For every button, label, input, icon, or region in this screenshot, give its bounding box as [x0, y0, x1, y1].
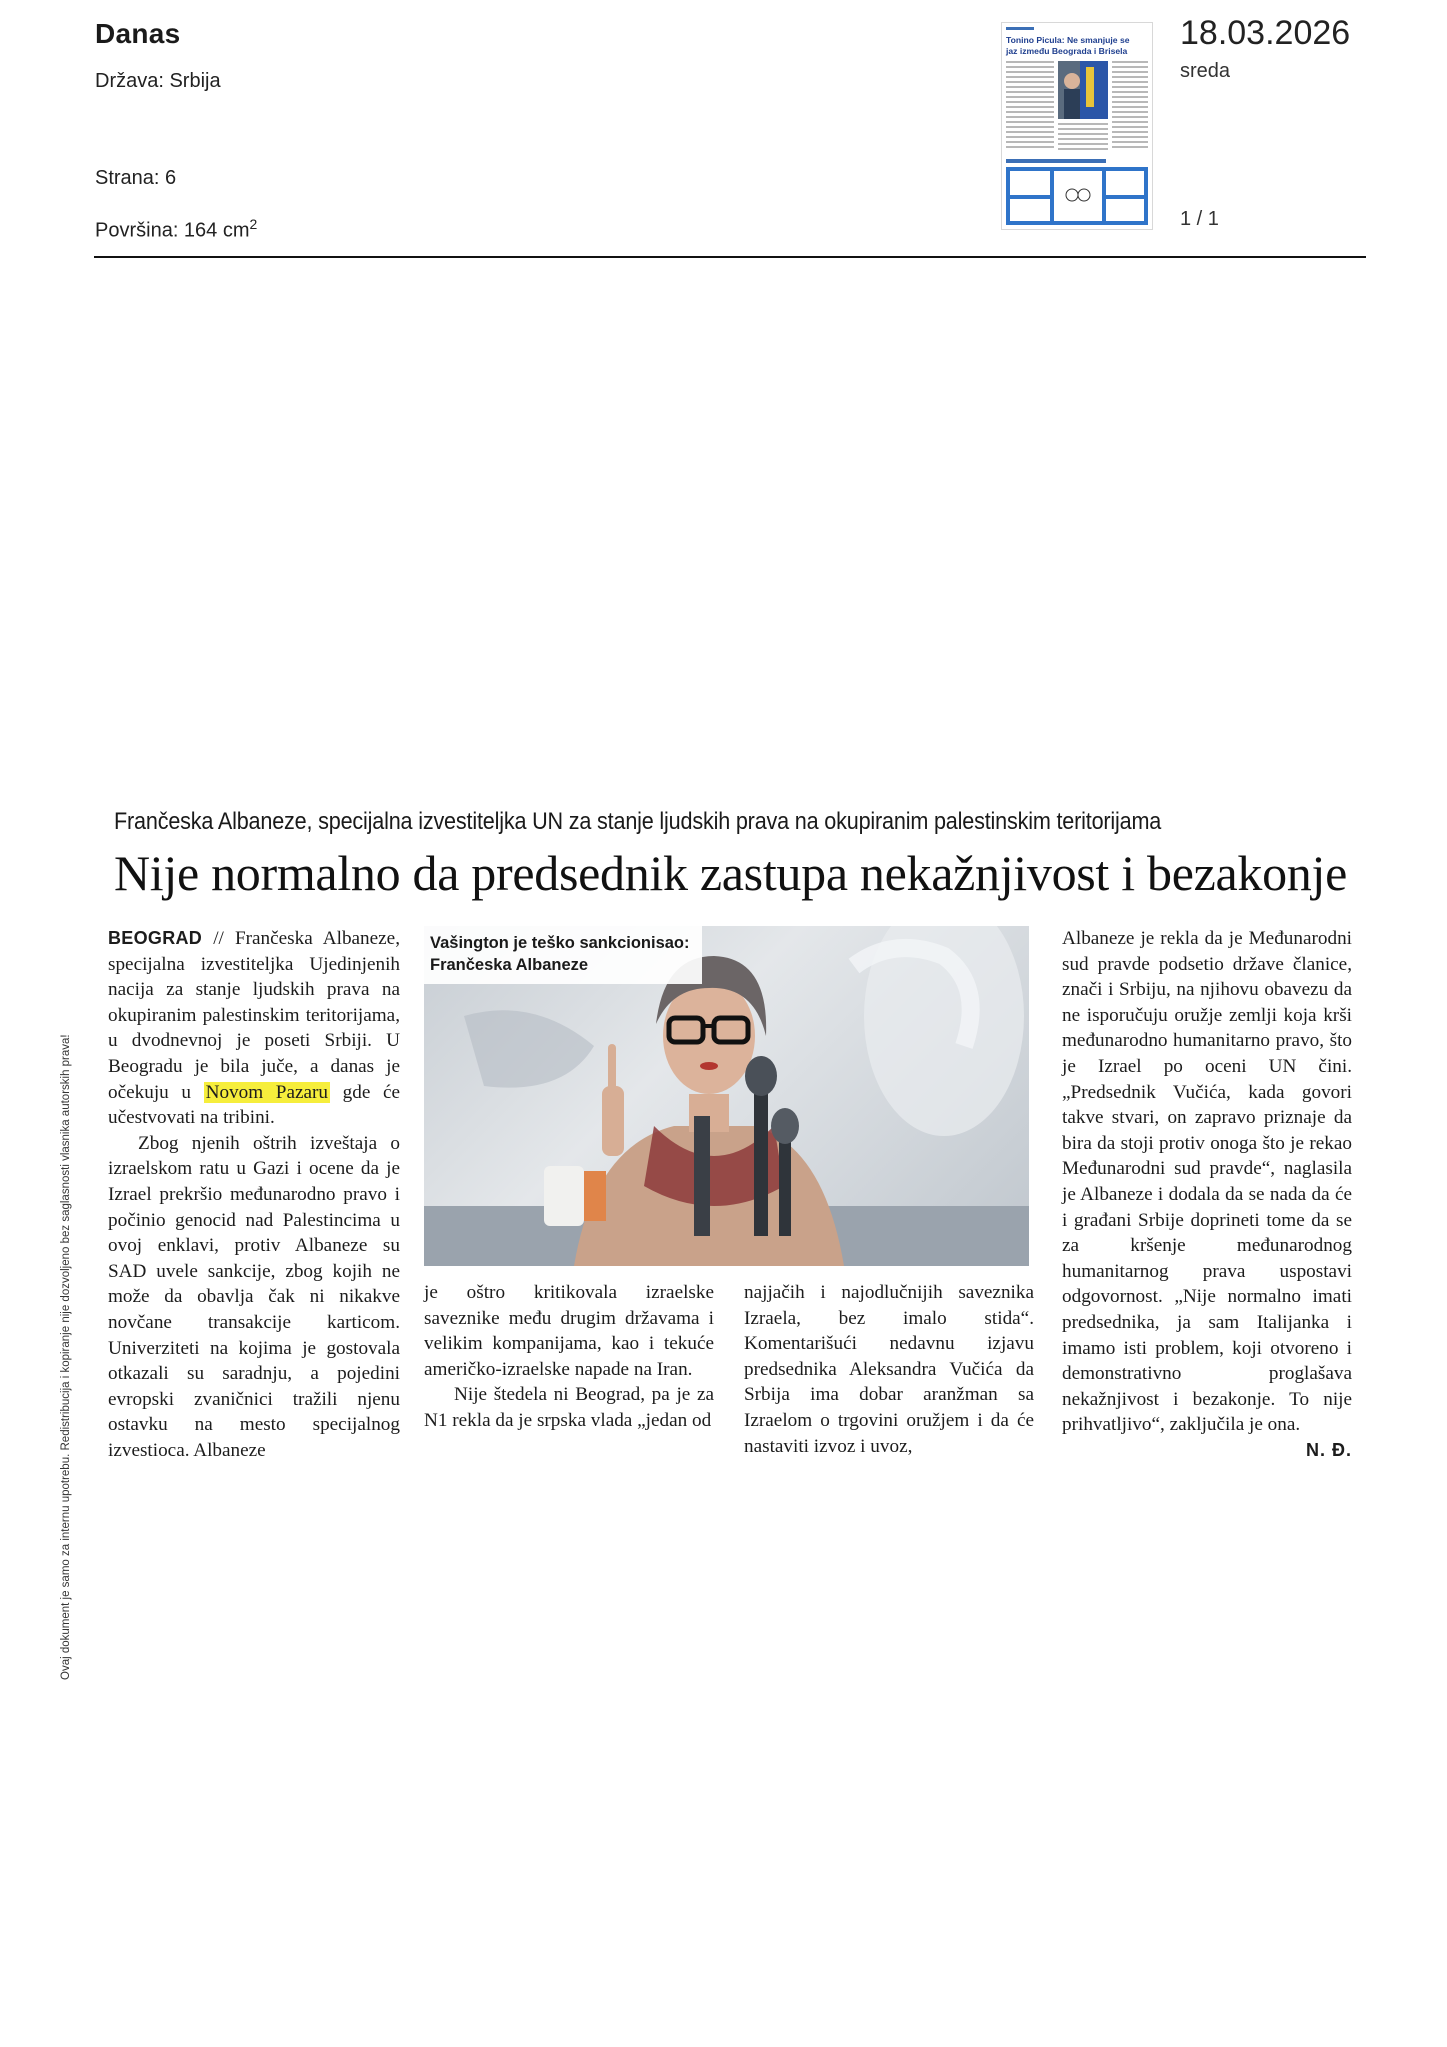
- page-thumbnail[interactable]: [1001, 22, 1153, 230]
- thumbnail-headline-1: Tonino Picula: Ne smanjuje se: [1006, 35, 1130, 45]
- article-paragraph: Nije štedela ni Beograd, pa je za N1 rekla da je srpska vlada „jedan od: [424, 1384, 714, 1431]
- dateline: BEOGRAD: [108, 928, 203, 948]
- article-column-4: [1062, 926, 1352, 1463]
- page-counter: 1 / 1: [1180, 208, 1219, 230]
- article-kicker: Frančeska Albaneze, specijalna izvestiteljka UN za stanje ljudskih prava na okupiranim palestinskim teritorijama: [114, 808, 1162, 835]
- article-column-3: [744, 1280, 1034, 1459]
- article-paragraph: najjačih i najodlučnijih saveznika Izraela, bez imalo stida“. Komentarišući nedavnu izjavu predsednika Aleksandra Vučića da Srbija ima dobar aranžman sa Izraelom o trgovini oružjem i da će nastaviti izvoz i uvoz,: [744, 1282, 1034, 1457]
- thumbnail-page-graphic: [1002, 23, 1152, 229]
- issue-weekday: sreda: [1180, 60, 1231, 82]
- article-photo: [424, 926, 1029, 1266]
- country-label: Država: Srbija: [95, 70, 221, 92]
- legal-notice: Ovaj dokument je samo za internu upotrebu. Redistribucija i kopiranje nije dozvoljeno bez saglasnosti vlasnika autorskih prava!: [60, 1034, 72, 1680]
- article-headline: Nije normalno da predsednik zastupa nekažnjivost i bezakonje: [114, 845, 1347, 901]
- header-rule: [94, 256, 1366, 258]
- publication-block: [95, 18, 181, 50]
- thumbnail-headline-2: jaz između Beograda i Brisela: [1006, 46, 1128, 56]
- article-paragraph: Albaneze je rekla da je Međunarodni sud pravde podsetio države članice, znači i Srbiju, na njihovu obavezu da ne isporučuju oružje zemlji koja krši međunarodno humanitarno pravo, što je Izrael po oceni UN čini. „Predsednik Vučića, kada govori takve stvari, on zapravo priznaje da bira da stoji protiv onoga što je rekao Međunarodni sud pravde“, naglasila je Albaneze i dodala da se nada da će i građani Srbije doprineti tome da se za kršenje međunarodnog humanitarnog prava uspostavi odgovornost. „Nije normalno imati predsednika, ja sam Italijanka i imamo isti problem, koji otvoreno i demonstrativno proglašava nekažnjivost i bezakonje. To nije prihvatljivo“, zaključila je ona.: [1062, 928, 1352, 1436]
- article-column-1: BEOGRAD // Frančeska Albaneze, specijalna izvestiteljka Ujedinjenih nacija za stanje ljudskih prava na okupiranim palestinskim teritorijama, u dvodnevnoj je poseti Srbiji. U Beogradu je bila juče, a danas je očekuju u Novom Pazaru gde će učestvovati na tribini. Zbog njenih oštrih izveštaja o izraelskom ratu u Gazi i ocene da je Izrael prekršio međunarodno pravo i počinio genocid nad Palestincima u ovoj enklavi, protiv Albaneze su SAD uvele sankcije, zbog kojih ne može da obavlja čak ni nikakve novčane transakcije karticom. Univerziteti na kojima je gostovala otkazali su saradnju, a pojedini evropski zvaničnici tražili njenu ostavku na mesto specijalnog izvestioca. Albaneze: [108, 926, 400, 1463]
- article-column-2: [424, 1280, 714, 1434]
- article-paragraph: je oštro kritikovala izraelske saveznike među drugim državama i velikim kompanijama, kao i tekuće američko-izraelske napade na Iran.: [424, 1282, 714, 1380]
- publication-name: Danas: [95, 18, 181, 49]
- author-signature: N. Đ.: [1305, 1439, 1352, 1460]
- issue-date: 18.03.2026: [1180, 14, 1351, 52]
- highlighted-term: Novom Pazaru: [205, 1081, 328, 1103]
- area-label: Površina: 164 $cm^2$: [95, 216, 258, 242]
- page-label: Strana: 6: [95, 167, 177, 189]
- photo-caption: Vašington je teško sankcionisao: Frančeska Albaneze: [424, 926, 702, 984]
- article-paragraph: Zbog njenih oštrih izveštaja o izraelskom ratu u Gazi i ocene da je Izrael prekršio međunarodno pravo i počinio genocid nad Palestincima u ovoj enklavi, protiv Albaneze su SAD uvele sankcije, zbog kojih ne može da obavlja čak ni nikakve novčane transakcije karticom. Univerziteti na kojima je gostovala otkazali su saradnju, a pojedini evropski zvaničnici tražili njenu ostavku na mesto specijalnog izvestioca. Albaneze: [108, 1132, 400, 1461]
